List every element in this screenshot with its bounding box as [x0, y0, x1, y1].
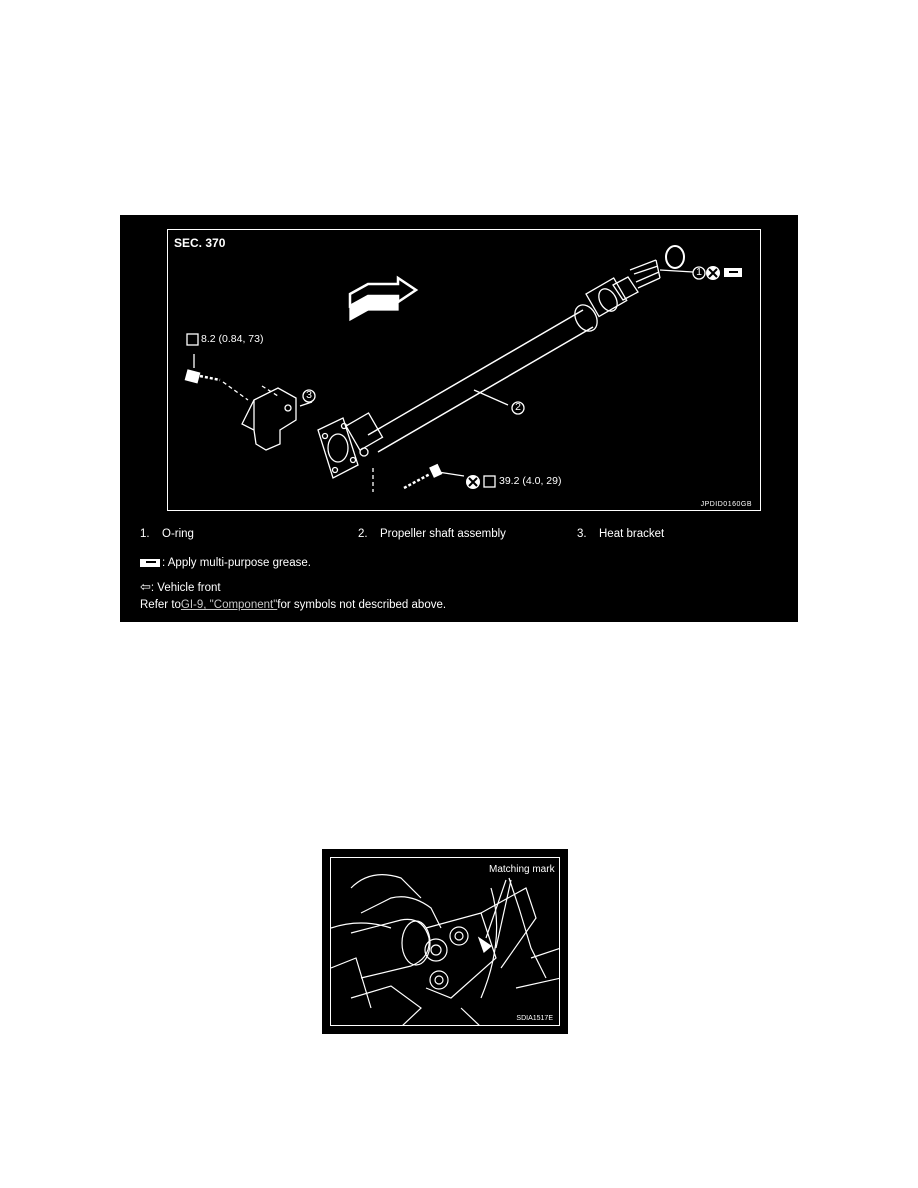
diagram-code: JPDID0160GB [700, 501, 752, 508]
o-ring [666, 246, 684, 268]
torque-value-upper: 8.2 (0.84, 73) [201, 333, 264, 345]
grease-icon [140, 559, 160, 567]
upper-bolt [185, 354, 248, 400]
flange-matching-mark-drawing [331, 858, 560, 1026]
torque-icon [187, 334, 198, 345]
symbol-reference-note: Refer toGI-9, "Component"for symbols not described above. [140, 599, 447, 611]
legend-grease: : Apply multi-purpose grease. [140, 557, 311, 569]
component-diagram-panel [120, 215, 798, 622]
callout-number-1: 1 [696, 266, 702, 278]
callout-number-3: 3 [306, 389, 312, 401]
propeller-shaft-illustration [168, 230, 762, 512]
grease-icon [724, 268, 742, 277]
section-label: SEC. 370 [174, 236, 226, 250]
rear-yoke [570, 260, 660, 335]
vehicle-front-arrow-icon [350, 278, 416, 320]
diagram-frame [167, 229, 761, 511]
bottom-bolt [373, 465, 464, 492]
do-not-reuse-icon [706, 266, 720, 280]
photo-frame [330, 857, 560, 1026]
parts-list-item-3: 3. Heat bracket [577, 528, 665, 540]
do-not-reuse-icon [466, 475, 480, 489]
shaft-tube [368, 310, 593, 452]
heat-bracket [242, 386, 312, 450]
parts-list-item-1: 1. O-ring [140, 528, 194, 540]
vehicle-front-arrow-icon: ⇦ [140, 579, 151, 594]
torque-icon [484, 476, 495, 487]
callout-number-2: 2 [515, 401, 521, 413]
photo-code: SDIA1517E [516, 1015, 553, 1022]
parts-list-item-2: 2. Propeller shaft assembly [358, 528, 506, 540]
legend-vehicle-front: ⇦: Vehicle front [140, 579, 221, 594]
component-reference-link[interactable]: GI-9, "Component" [180, 599, 278, 611]
matching-mark-label: Matching mark [489, 864, 555, 875]
torque-value-lower: 39.2 (4.0, 29) [499, 475, 562, 487]
matching-mark-illustration [322, 849, 568, 1034]
